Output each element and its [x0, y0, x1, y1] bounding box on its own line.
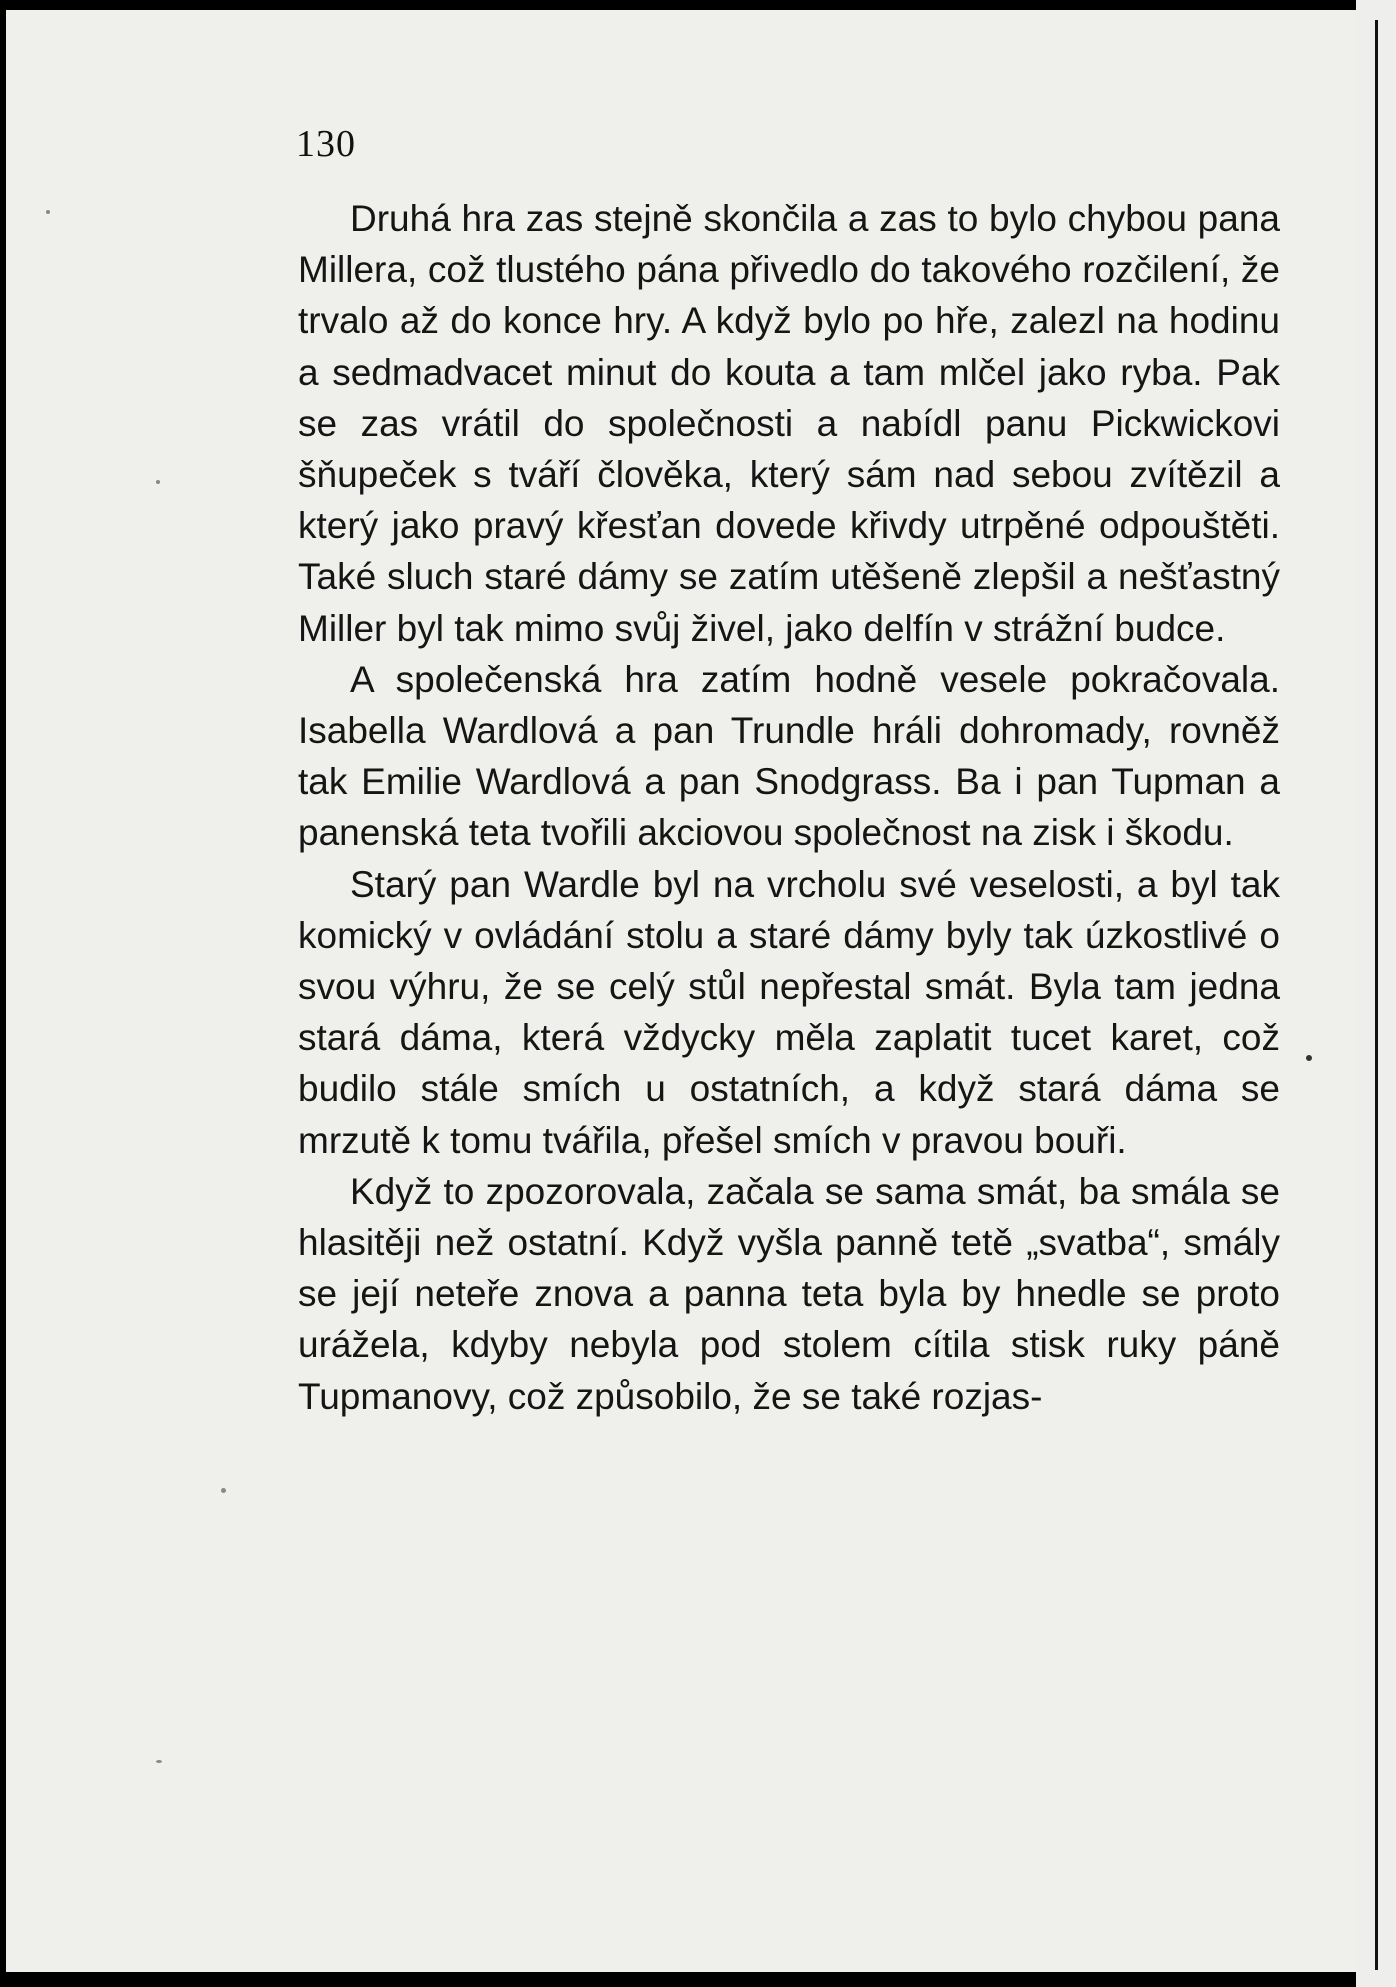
body-text [298, 193, 1280, 1422]
scan-speck [1306, 1055, 1312, 1061]
page-number: 130 [296, 123, 356, 165]
scan-speck [156, 480, 160, 484]
scan-speck [221, 1488, 226, 1493]
paragraph-4: Když to zpozorovala, začala se sama smát, ba smála se hlasitěji než ostatní. Když vyšla panně tetě „svatba“, smály se její neteře znova a panna teta byla by hnedle se proto urážela, kdyby nebyla pod stolem cítila stisk ruky páně Tupmanovy, což způsobilo, že se také rozjas- [298, 1170, 1280, 1417]
scan-edge-line [1375, 20, 1378, 1970]
paragraph-2: A společenská hra zatím hodně vesele pokračovala. Isabella Wardlová a pan Trundle hráli dohromady, rovněž tak Emilie Wardlová a pan Snodgrass. Ba i pan Tupman a panenská teta tvořili akciovou společnost na zisk i škodu. [298, 658, 1280, 854]
book-page [6, 10, 1356, 1972]
scan-speck [46, 210, 50, 214]
scan-speck [156, 1760, 162, 1763]
paragraph-3: Starý pan Wardle byl na vrcholu své veselosti, a byl tak komický v ovládání stolu a staré dámy byly tak úzkostlivé o svou výhru, že se celý stůl nepřestal smát. Byla tam jedna stará dáma, která vždycky měla zaplatit tucet karet, což budilo stále smích u ostatních, a když stará dáma se mrzutě k tomu tvářila, přešel smích v pravou bouři. [298, 863, 1280, 1161]
paragraph-1: Druhá hra zas stejně skončila a zas to bylo chybou pana Millera, což tlustého pána přivedlo do takového rozčilení, že trvalo až do konce hry. A když bylo po hře, zalezl na hodinu a sedmadvacet minut do kouta a tam mlčel jako ryba. Pak se zas vrátil do společnosti a nabídl panu Pickwickovi šňupeček s tváří člověka, který sám nad sebou zvítězil a který jako pravý křesťan dovede křivdy utrpěné odpouštěti. Také sluch staré dámy se zatím utěšeně zlepšil a nešťastný Miller byl tak mimo svůj živel, jako delfín v strážní budce. [298, 198, 1280, 649]
